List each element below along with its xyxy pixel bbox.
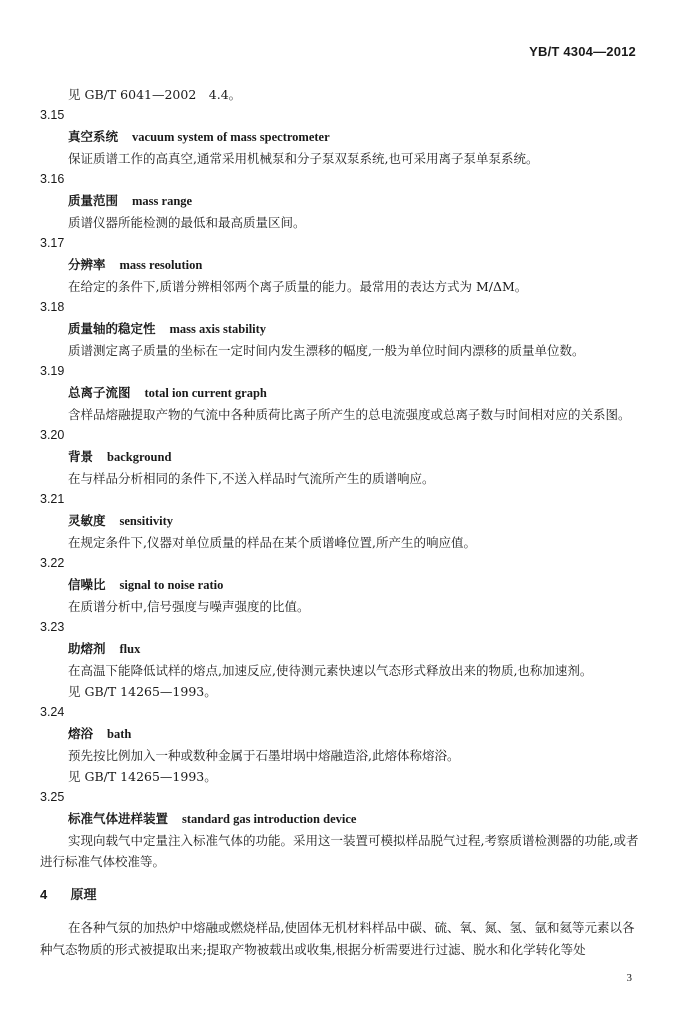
- term-chinese: 总离子流图: [68, 385, 131, 400]
- term-definition: 在给定的条件下,质谱分辨相邻两个离子质量的能力。最常用的表达方式为 M/ΔM。: [68, 279, 528, 294]
- clause-number: 3.16: [40, 172, 65, 186]
- clause-number: 3.25: [40, 790, 65, 804]
- reference-line: 见 GB/T 6041—2002 4.4。: [68, 87, 242, 102]
- clause-number: 3.23: [40, 620, 65, 634]
- clause-number: 3.15: [40, 108, 65, 122]
- term-chinese: 灵敏度: [68, 513, 106, 528]
- term-english: signal to noise ratio: [119, 578, 224, 592]
- term-definition: 保证质谱工作的高真空,通常采用机械泵和分子泵双泵系统,也可采用离子泵单泵系统。: [68, 151, 539, 166]
- term-english: mass axis stability: [169, 322, 267, 336]
- section-title: 原理: [70, 888, 97, 903]
- term-reference: 见 GB/T 14265—1993。: [68, 684, 217, 699]
- term-chinese: 信噪比: [68, 577, 106, 592]
- term-definition: 质谱仪器所能检测的最低和最高质量区间。: [68, 215, 306, 230]
- term-english: standard gas introduction device: [182, 812, 357, 826]
- term-english: mass range: [132, 194, 193, 208]
- term-heading: [40, 638, 640, 660]
- term-heading: [40, 126, 640, 148]
- page-number: 3: [626, 972, 632, 984]
- document-id-header: YB/T 4304—2012: [529, 44, 636, 59]
- term-heading: [40, 723, 640, 745]
- term-heading: [40, 254, 640, 276]
- clause-number: 3.21: [40, 492, 65, 506]
- term-heading: [40, 446, 640, 468]
- term-chinese: 质量范围: [68, 193, 119, 208]
- term-chinese: 标准气体进样装置: [68, 811, 169, 826]
- term-chinese: 背景: [68, 449, 94, 464]
- term-definition: 含样品熔融提取产物的气流中各种质荷比离子所产生的总电流强度或总离子数与时间相对应的关系图。: [68, 407, 631, 422]
- term-english: bath: [107, 727, 132, 741]
- term-definition: 质谱测定离子质量的坐标在一定时间内发生漂移的幅度,一般为单位时间内漂移的质量单位数。: [68, 343, 585, 358]
- term-heading: [40, 510, 640, 532]
- clause-number: 3.19: [40, 364, 65, 378]
- term-chinese: 质量轴的稳定性: [68, 321, 156, 336]
- term-heading: [40, 382, 640, 404]
- clause-number: 3.24: [40, 705, 65, 719]
- term-english: sensitivity: [119, 514, 173, 528]
- term-definition: 在质谱分析中,信号强度与噪声强度的比值。: [68, 599, 310, 614]
- term-heading: [40, 318, 640, 340]
- term-english: mass resolution: [119, 258, 203, 272]
- term-chinese: 助熔剂: [68, 641, 106, 656]
- term-reference: 见 GB/T 14265—1993。: [68, 769, 217, 784]
- definition-list: [40, 105, 640, 872]
- term-chinese: 熔浴: [68, 726, 94, 741]
- term-english: vacuum system of mass spectrometer: [132, 130, 330, 144]
- clause-number: 3.20: [40, 428, 65, 442]
- term-english: total ion current graph: [144, 386, 267, 400]
- clause-number: 3.22: [40, 556, 65, 570]
- term-definition: 在高温下能降低试样的熔点,加速反应,使待测元素快速以气态形式释放出来的物质,也称加速剂。: [68, 663, 593, 678]
- term-heading: [40, 808, 640, 830]
- term-english: flux: [119, 642, 141, 656]
- page-content: [40, 84, 640, 961]
- term-heading: [40, 574, 640, 596]
- term-definition: 预先按比例加入一种或数种金属于石墨坩埚中熔融造浴,此熔体称熔浴。: [68, 748, 460, 763]
- clause-number: 3.18: [40, 300, 65, 314]
- term-english: background: [107, 450, 172, 464]
- term-chinese: 分辨率: [68, 257, 106, 272]
- clause-number: 3.17: [40, 236, 65, 250]
- section-heading: [40, 884, 640, 907]
- term-chinese: 真空系统: [68, 129, 119, 144]
- section-number: 4: [40, 887, 48, 902]
- term-definition: 实现向载气中定量注入标准气体的功能。采用这一装置可模拟样品脱气过程,考察质谱检测器的功能,或者进行标准气体校准等。: [40, 833, 639, 869]
- term-heading: [40, 190, 640, 212]
- term-definition: 在规定条件下,仪器对单位质量的样品在某个质谱峰位置,所产生的响应值。: [68, 535, 476, 550]
- term-definition: 在与样品分析相同的条件下,不送入样品时气流所产生的质谱响应。: [68, 471, 435, 486]
- section-paragraph: 在各种气氛的加热炉中熔融或燃烧样品,使固体无机材料样品中碳、硫、氧、氮、氢、氩和氦等元素以各种气态物质的形式被提取出来;提取产物被载出或收集,根据分析需要进行过滤、脱水和化学转化等处: [40, 920, 635, 957]
